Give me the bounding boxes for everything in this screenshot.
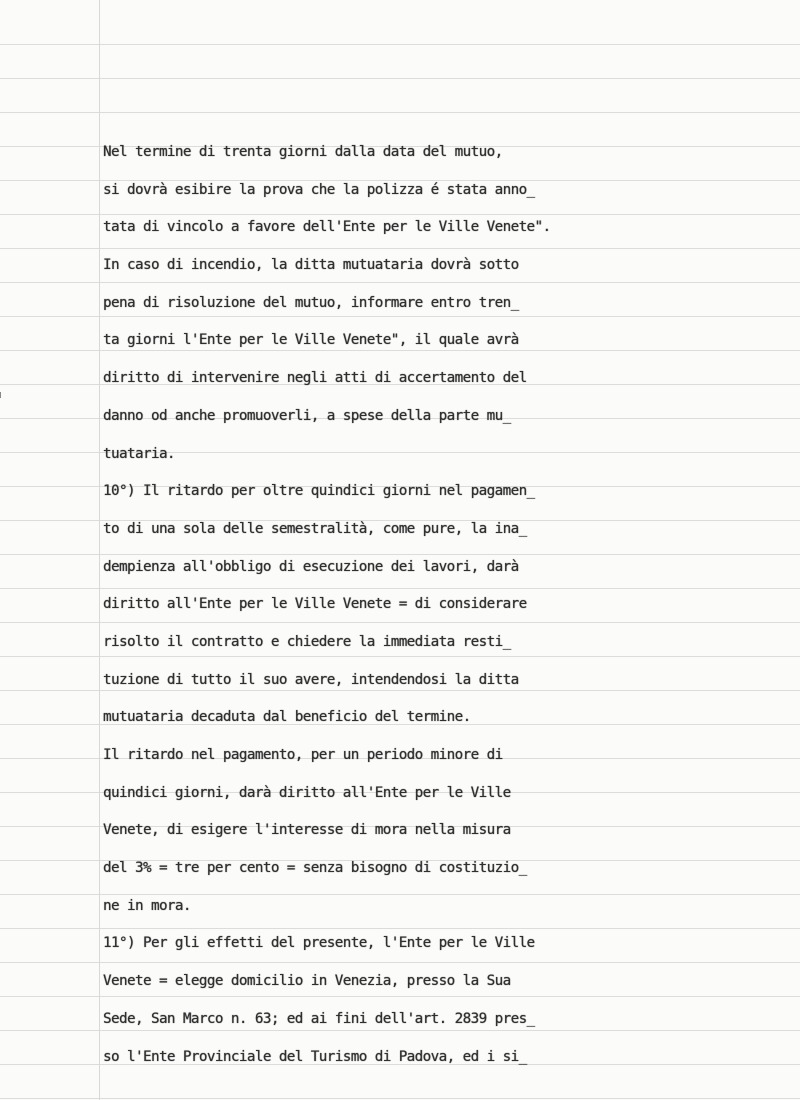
text-line: diritto di intervenire negli atti di accertamento del — [103, 370, 527, 387]
text-line: risolto il contratto e chiedere la immediata resti_ — [103, 633, 511, 650]
text-line: In caso di incendio, la ditta mutuataria dovrà sotto — [103, 257, 519, 274]
text-line: Nel termine di trenta giorni dalla data del mutuo, — [103, 144, 503, 160]
text-line: danno od anche promuoverli, a spese della parte mu_ — [103, 407, 511, 424]
text-line: si dovrà esibire la prova che la polizza é stata anno_ — [103, 181, 535, 198]
margin-tick — [0, 392, 5, 398]
text-line: diritto all'Ente per le Ville Venete = di considerare — [103, 596, 527, 613]
text-line: Venete, di esigere l'interesse di mora nella misura — [103, 822, 511, 839]
text-line: ne in mora. — [103, 897, 191, 914]
text-line: pena di risoluzione del mutuo, informare entro tren_ — [103, 294, 519, 311]
text-line: tata di vincolo a favore dell'Ente per le Ville Venete". — [103, 219, 551, 236]
text-line: mutuataria decaduta dal beneficio del termine. — [103, 709, 471, 726]
text-line: ta giorni l'Ente per le Ville Venete", il quale avrà — [103, 332, 519, 349]
text-line: quindici giorni, darà diritto all'Ente per le Ville — [103, 784, 511, 801]
text-line: 10°) Il ritardo per oltre quindici giorni nel pagamen_ — [103, 483, 535, 500]
text-line: Il ritardo nel pagamento, per un periodo minore di — [103, 747, 503, 763]
text-line: del 3% = tre per cento = senza bisogno di costituzio_ — [103, 860, 527, 877]
text-line: to di una sola delle semestralità, come pure, la ina_ — [103, 520, 527, 537]
text-line: dempienza all'obbligo di esecuzione dei lavori, darà — [103, 558, 519, 575]
text-line: so l'Ente Provinciale del Turismo di Padova, ed i si_ — [103, 1048, 527, 1065]
text-line: tuataria. — [103, 445, 175, 462]
text-line: Venete = elegge domicilio in Venezia, presso la Sua — [103, 973, 511, 990]
text-line: Sede, San Marco n. 63; ed ai fini dell'art. 2839 pres_ — [103, 1010, 535, 1027]
text-line: 11°) Per gli effetti del presente, l'Ente per le Ville — [103, 935, 535, 952]
text-line: tuzione di tutto il suo avere, intendendosi la ditta — [103, 671, 519, 688]
typed-text-body — [103, 134, 623, 1076]
